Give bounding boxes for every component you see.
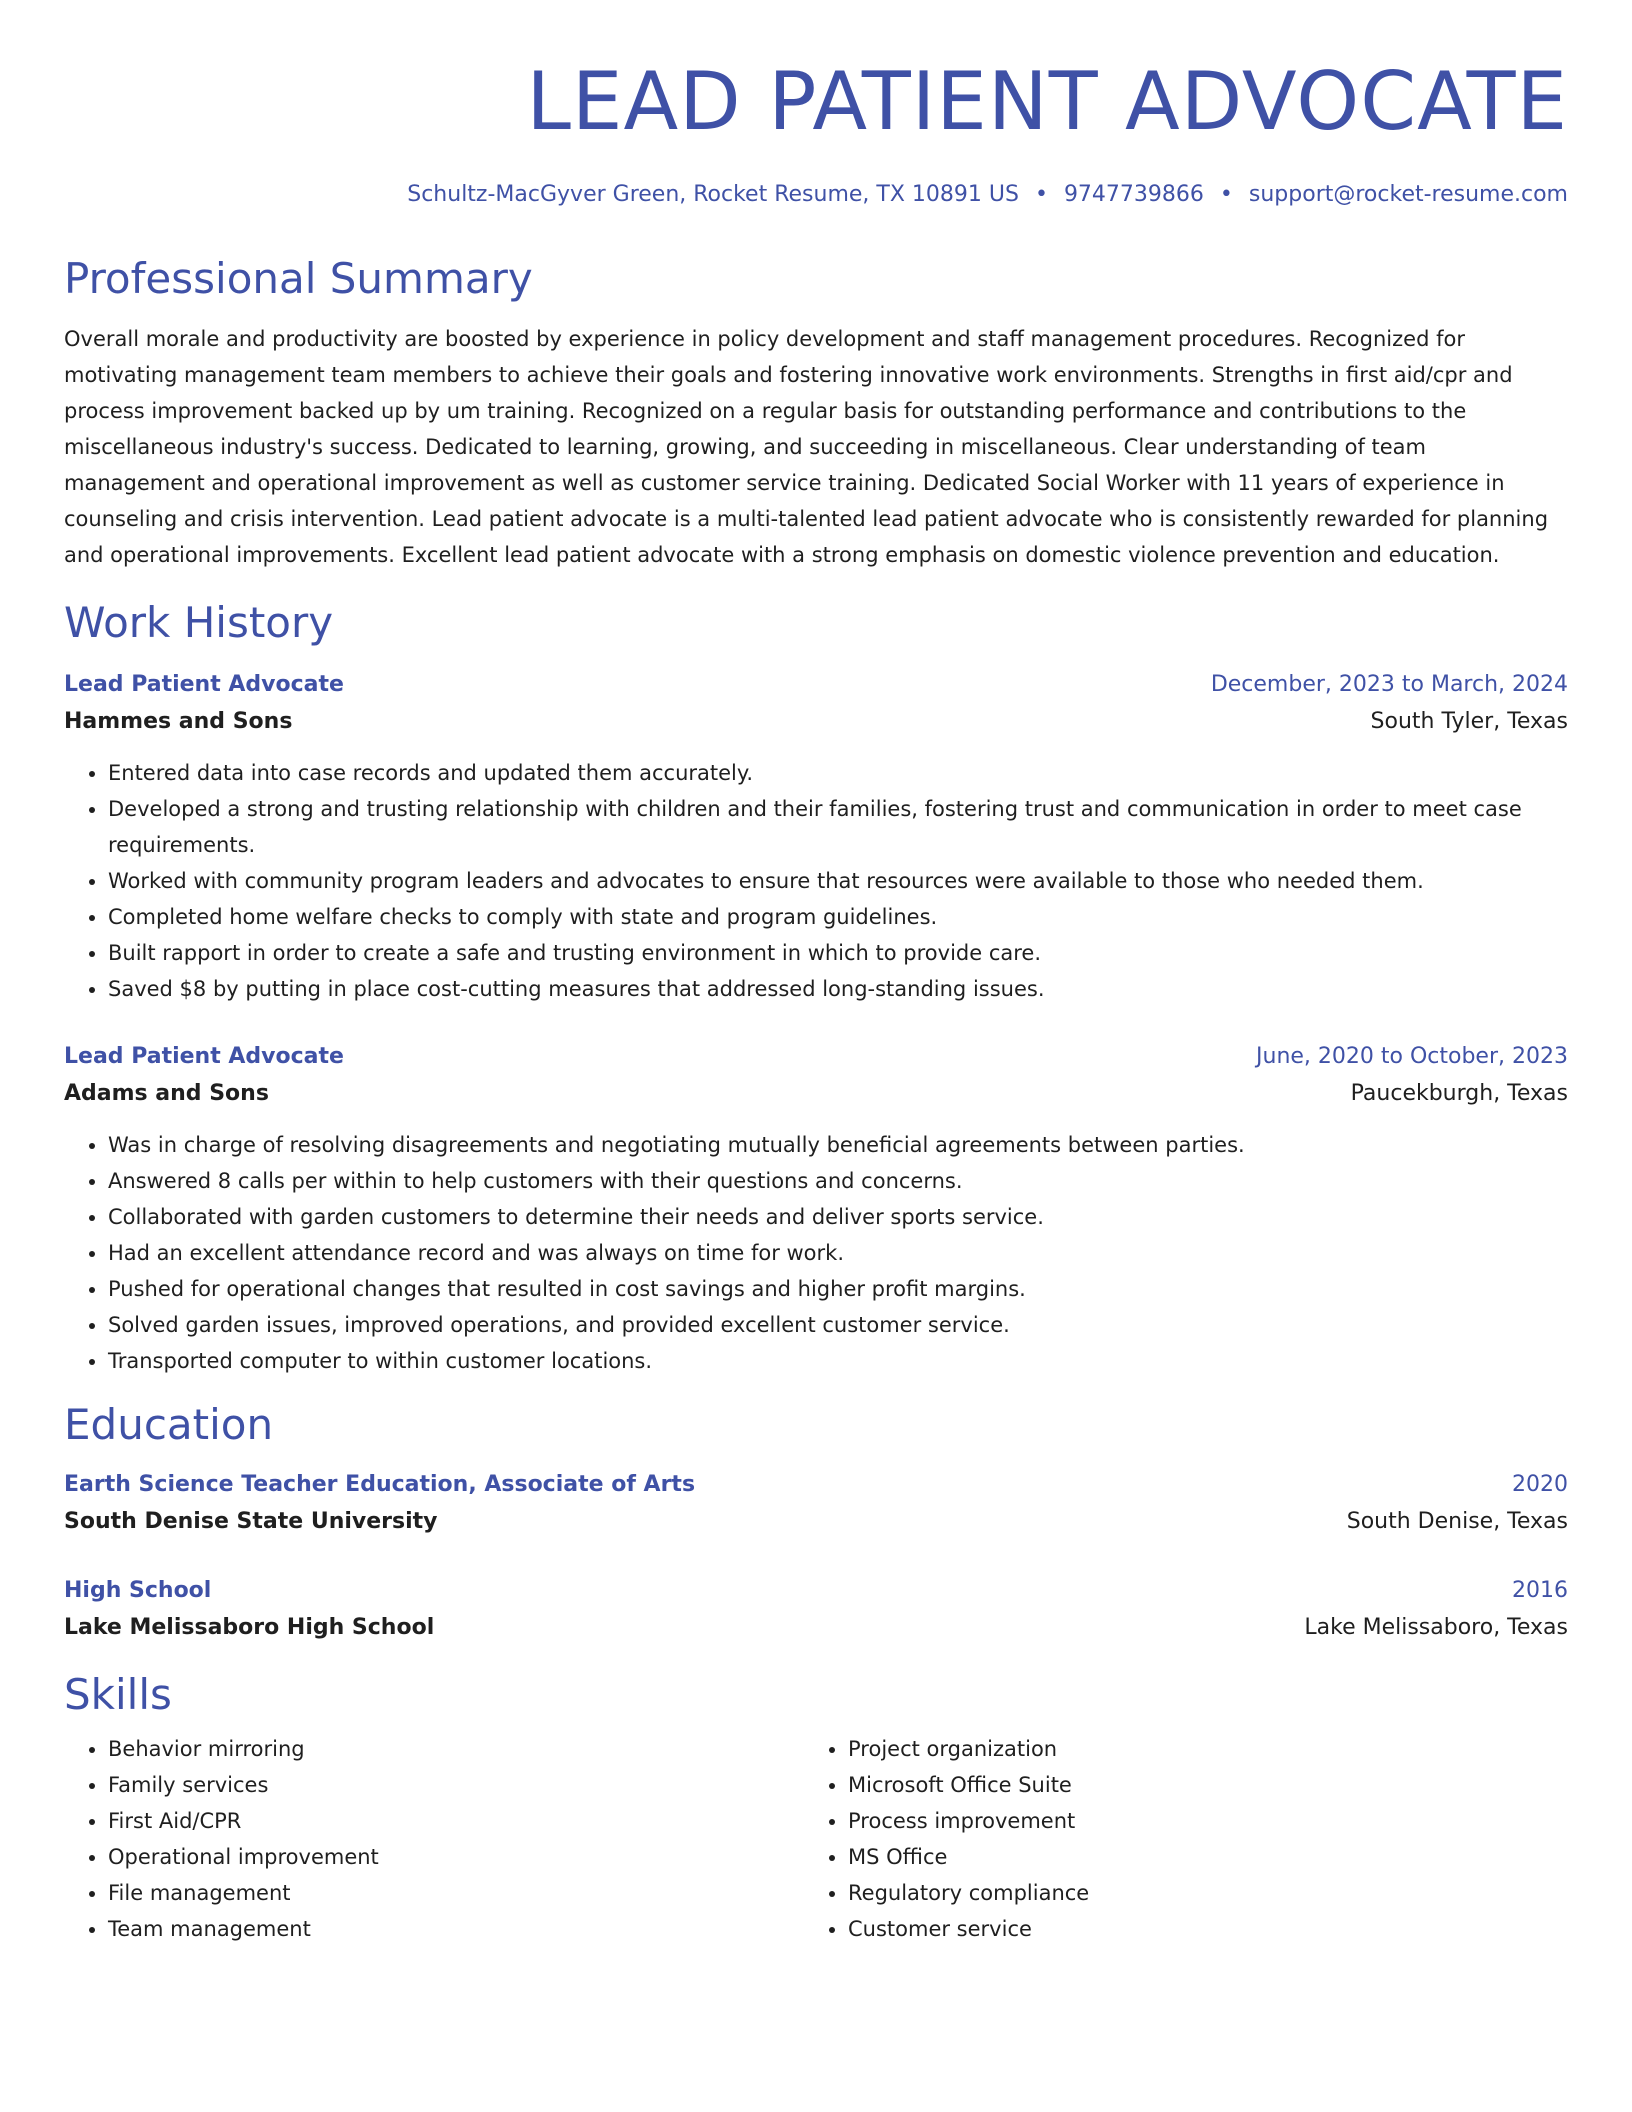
education-year: 2020 — [1512, 1472, 1568, 1497]
contact-address: Schultz-MacGyver Green, Rocket Resume, TX 10891 US — [407, 182, 1019, 207]
job-company: Adams and Sons — [64, 1081, 269, 1106]
job-company-row — [64, 1075, 1568, 1113]
job-bullet: • Was in charge of resolving disagreements and negotiating mutually beneficial agreements between parties. — [108, 1127, 1568, 1163]
job-bullet: • Entered data into case records and updated them accurately. — [108, 755, 1568, 791]
skill-item: • Process improvement — [848, 1803, 1544, 1839]
job-location: Paucekburgh, Texas — [1350, 1081, 1568, 1106]
contact-line — [64, 182, 1568, 207]
job-dates: June, 2020 to October, 2023 — [1256, 1044, 1568, 1069]
work-history-heading: Work History — [64, 598, 334, 647]
skill-item: • Regulatory compliance — [848, 1875, 1544, 1911]
skill-item: • Behavior mirroring — [108, 1731, 804, 1767]
contact-email[interactable]: support@rocket-resume.com — [1248, 182, 1568, 207]
contact-separator: • — [1219, 182, 1233, 207]
education-school-row — [64, 1503, 1568, 1541]
job-bullet: • Worked with community program leaders and advocates to ensure that resources were available to those who needed them. — [108, 863, 1568, 899]
education-entry — [64, 1467, 1568, 1541]
skill-item: • MS Office — [848, 1839, 1544, 1875]
skills-list — [64, 1731, 804, 1947]
education-school: Lake Melissaboro High School — [64, 1615, 435, 1640]
skill-item: • File management — [108, 1875, 804, 1911]
education-degree: Earth Science Teacher Education, Associate of Arts — [64, 1472, 696, 1497]
job-entry — [64, 1039, 1568, 1379]
job-bullet: • Answered 8 calls per within to help customers with their questions and concerns. — [108, 1163, 1568, 1199]
contact-phone: 9747739866 — [1063, 182, 1204, 207]
job-company-row — [64, 703, 1568, 741]
job-bullets — [64, 755, 1568, 1007]
job-dates: December, 2023 to March, 2024 — [1210, 672, 1568, 697]
education-heading: Education — [64, 1400, 274, 1449]
skills-column-left — [64, 1731, 804, 1947]
job-bullet: • Had an excellent attendance record and was always on time for work. — [108, 1235, 1568, 1271]
education-location: South Denise, Texas — [1346, 1509, 1568, 1534]
job-location: South Tyler, Texas — [1370, 709, 1568, 734]
education-header-row — [64, 1467, 1568, 1503]
job-header-row — [64, 667, 1568, 703]
skills-list — [804, 1731, 1544, 1947]
education-entry — [64, 1573, 1568, 1647]
job-bullet: • Collaborated with garden customers to determine their needs and deliver sports service. — [108, 1199, 1568, 1235]
skills-heading: Skills — [64, 1670, 172, 1719]
job-bullet: • Completed home welfare checks to comply with state and program guidelines. — [108, 899, 1568, 935]
summary-heading: Professional Summary — [64, 254, 533, 303]
job-bullet: • Transported computer to within customer locations. — [108, 1343, 1568, 1379]
education-location: Lake Melissaboro, Texas — [1304, 1615, 1568, 1640]
job-role: Lead Patient Advocate — [64, 672, 344, 697]
education-school-row — [64, 1609, 1568, 1647]
job-bullet: • Built rapport in order to create a safe and trusting environment in which to provide care. — [108, 935, 1568, 971]
job-role: Lead Patient Advocate — [64, 1044, 344, 1069]
education-header-row — [64, 1573, 1568, 1609]
job-bullet: • Solved garden issues, improved operations, and provided excellent customer service. — [108, 1307, 1568, 1343]
skills-grid — [64, 1731, 1568, 1947]
skill-item: • Operational improvement — [108, 1839, 804, 1875]
education-degree: High School — [64, 1578, 212, 1603]
contact-separator: • — [1034, 182, 1048, 207]
skill-item: • Team management — [108, 1911, 804, 1947]
resume-header — [64, 52, 1568, 207]
job-bullet: • Developed a strong and trusting relationship with children and their families, fostering trust and communication in order to meet case requirements. — [108, 791, 1568, 863]
job-company: Hammes and Sons — [64, 709, 293, 734]
job-bullet: • Pushed for operational changes that resulted in cost savings and higher profit margins. — [108, 1271, 1568, 1307]
skill-item: • First Aid/CPR — [108, 1803, 804, 1839]
skill-item: • Microsoft Office Suite — [848, 1767, 1544, 1803]
skill-item: • Customer service — [848, 1911, 1544, 1947]
skill-item: • Family services — [108, 1767, 804, 1803]
job-bullet: • Saved $8 by putting in place cost-cutting measures that addressed long-standing issues. — [108, 971, 1568, 1007]
skills-column-right — [804, 1731, 1544, 1947]
job-entry — [64, 667, 1568, 1007]
resume-name: LEAD PATIENT ADVOCATE — [526, 55, 1568, 148]
job-header-row — [64, 1039, 1568, 1075]
job-bullets — [64, 1127, 1568, 1379]
education-year: 2016 — [1512, 1578, 1568, 1603]
skill-item: • Project organization — [848, 1731, 1544, 1767]
education-school: South Denise State University — [64, 1509, 438, 1534]
summary-text: Overall morale and productivity are boosted by experience in policy development and staff management procedures. Recognized for motivating management team members to achieve their goals and fostering innovative work environments. Strengths in first aid/cpr and process improvement backed up by um training. Recognized on a regular basis for outstanding performance and contributions to the miscellaneous industry's success. Dedicated to learning, growing, and succeeding in miscellaneous. Clear understanding of team management and operational improvement as well as customer service training. Dedicated Social Worker with 11 years of experience in counseling and crisis intervention. Lead patient advocate is a multi-talented lead patient advocate who is consistently rewarded for planning and operational improvements. Excellent lead patient advocate with a strong emphasis on domestic violence prevention and education. — [64, 327, 1549, 567]
